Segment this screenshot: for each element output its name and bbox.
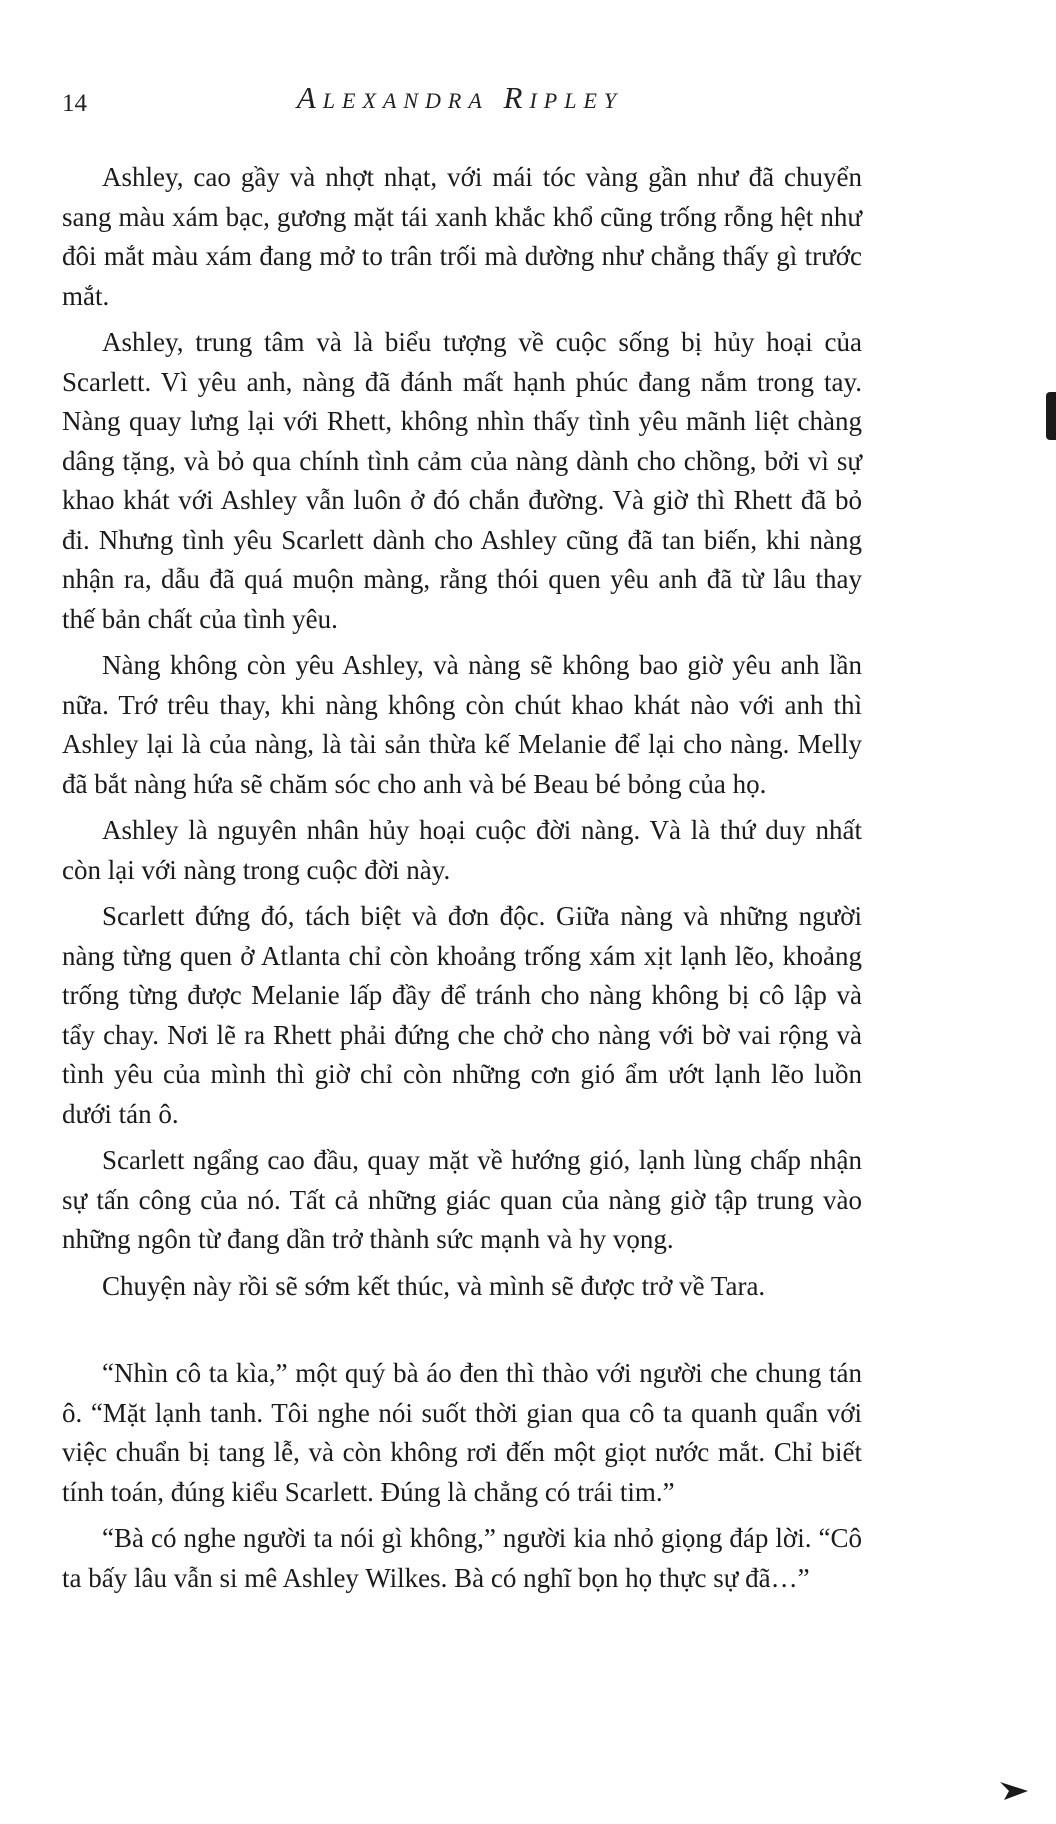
cursor-arrow-icon <box>1000 1780 1028 1802</box>
paragraph-dialogue: “Bà có nghe người ta nói gì không,” người kia nhỏ giọng đáp lời. “Cô ta bấy lâu vẫn si mê Ashley Wilkes. Bà có nghĩ bọn họ thực sự đã…” <box>62 1523 862 1593</box>
paragraph: Scarlett đứng đó, tách biệt và đơn độc. Giữa nàng và những người nàng từng quen ở Atlanta chỉ còn khoảng trống xám xịt lạnh lẽo, khoảng trống từng được Melanie lấp đầy để tránh cho nàng không bị cô lập và tẩy chay. Nơi lẽ ra Rhett phải đứng che chở cho nàng với bờ vai rộng và tình yêu của mình thì giờ chỉ còn những cơn gió ẩm ướt lạnh lẽo luồn dưới tán ô. <box>62 901 862 1129</box>
body-text <box>62 158 862 1605</box>
paragraph-dialogue: “Nhìn cô ta kìa,” một quý bà áo đen thì thào với người che chung tán ô. “Mặt lạnh tanh. Tôi nghe nói suốt thời gian qua cô ta quanh quẩn với việc chuẩn bị tang lễ, và còn không rơi đến một giọt nước mắt. Chỉ biết tính toán, đúng kiểu Scarlett. Đúng là chẳng có trái tim.” <box>62 1358 862 1507</box>
page-number: 14 <box>62 90 87 117</box>
paragraph: Ashley, cao gầy và nhợt nhạt, với mái tóc vàng gần như đã chuyển sang màu xám bạc, gương mặt tái xanh khắc khổ cũng trống rỗng hệt như đôi mắt màu xám đang mở to trân trối mà dường như chẳng thấy gì trước mắt. <box>62 162 862 311</box>
paragraph: Scarlett ngẩng cao đầu, quay mặt về hướng gió, lạnh lùng chấp nhận sự tấn công của nó. Tất cả những giác quan của nàng giờ tập trung vào những ngôn từ đang dần trở thành sức mạnh và hy vọng. <box>62 1145 862 1254</box>
paragraph: Ashley là nguyên nhân hủy hoại cuộc đời nàng. Và là thứ duy nhất còn lại với nàng trong cuộc đời này. <box>62 815 862 885</box>
scan-artifact-mark <box>1046 392 1056 440</box>
paragraph: Nàng không còn yêu Ashley, và nàng sẽ không bao giờ yêu anh lần nữa. Trớ trêu thay, khi nàng không còn chút khao khát nào với anh thì Ashley lại là của nàng, là tài sản thừa kế Melanie để lại cho nàng. Melly đã bắt nàng hứa sẽ chăm sóc cho anh và bé Beau bé bỏng của họ. <box>62 650 862 799</box>
paragraph: Ashley, trung tâm và là biểu tượng về cuộc sống bị hủy hoại của Scarlett. Vì yêu anh, nàng đã đánh mất hạnh phúc đang nắm trong tay. Nàng quay lưng lại với Rhett, không nhìn thấy tình yêu mãnh liệt chàng dâng tặng, và bỏ qua chính tình cảm của nàng dành cho chồng, bởi vì sự khao khát với Ashley vẫn luôn ở đó chắn đường. Và giờ thì Rhett đã bỏ đi. Nhưng tình yêu Scarlett dành cho Ashley cũng đã tan biến, khi nàng nhận ra, dẫu đã quá muộn màng, rằng thói quen yêu anh đã từ lâu thay thế bản chất của tình yêu. <box>62 327 862 634</box>
paragraph: Chuyện này rồi sẽ sớm kết thúc, và mình sẽ được trở về Tara. <box>102 1270 766 1301</box>
running-header: Alexandra Ripley <box>296 80 624 115</box>
